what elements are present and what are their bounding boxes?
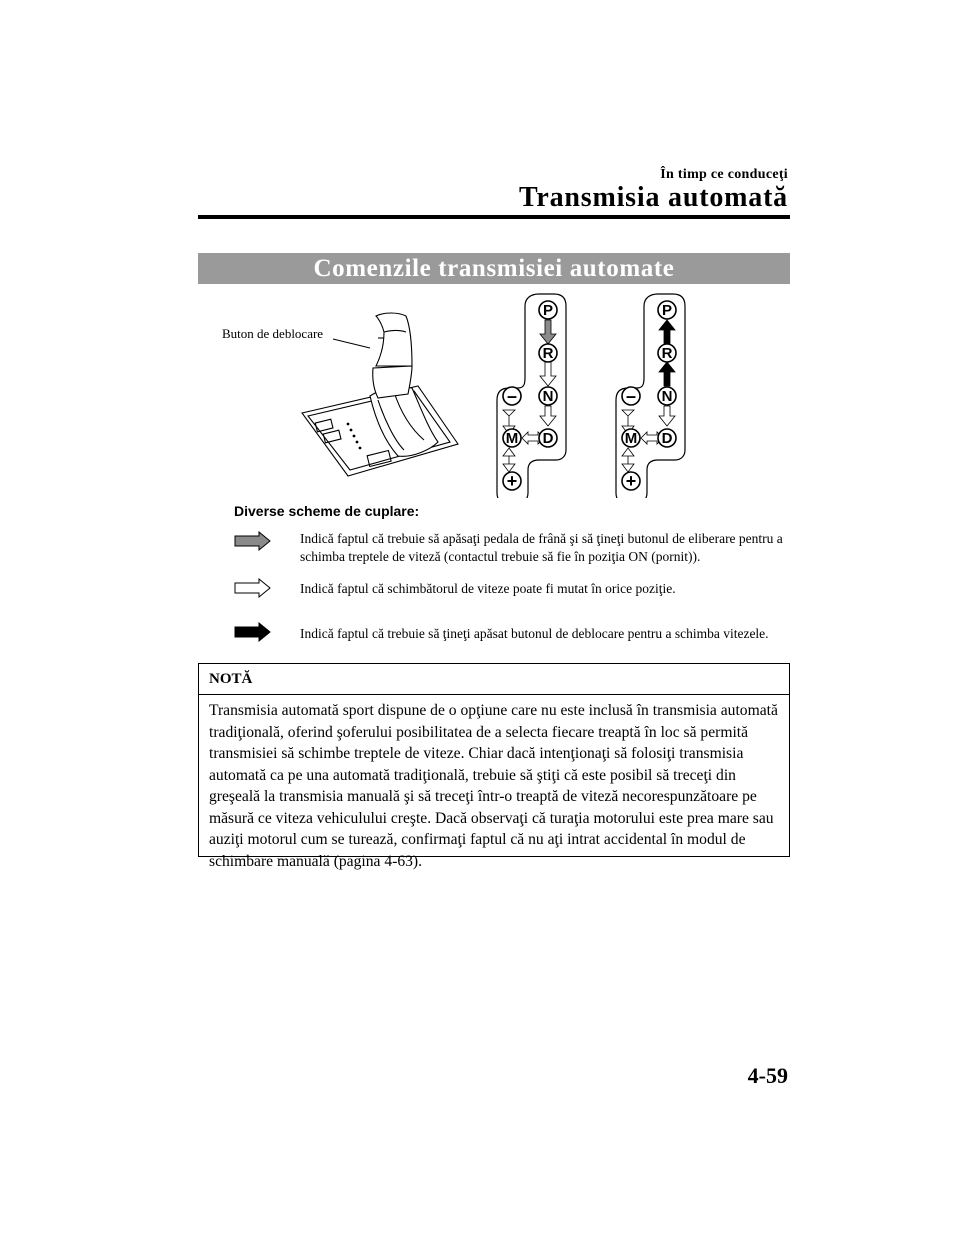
legend-text: Indică faptul că trebuie să apăsaţi pedala de frână şi să ţineţi butonul de eliberare pentru a schimba treptele de viteză (contactul trebuie să fie în poziţia ON (pornit)). xyxy=(300,531,783,564)
figure-drawing xyxy=(198,288,790,498)
release-button-callout: Buton de deblocare xyxy=(222,326,324,341)
legend-item-black xyxy=(234,622,794,644)
gear-r-label: R xyxy=(661,345,673,362)
gear-n-label: N xyxy=(542,388,554,405)
header-divider xyxy=(198,215,790,219)
note-heading: NOTĂ xyxy=(199,664,789,695)
callout-line xyxy=(333,339,370,348)
schemes-label: Diverse scheme de cuplare: xyxy=(234,503,420,519)
legend-text: Indică faptul că trebuie să ţineţi apăsat butonul de deblocare pentru a schimba vitezele. xyxy=(300,626,769,641)
note-body: Transmisia automată sport dispune de o opţiune care nu este inclusă în transmisia automată tradiţională, oferind şoferului posibilitatea de a selecta fiecare treaptă în loc să permită transmisiei să schimbe treptele de viteze. Chiar dacă intenţionaţi să folosiţi transmisia automată ca pe una automată tradiţională, trebuie să ştiţi că este posibil să treceţi din greşeală la transmisia manuală şi să treceţi într-o treaptă de viteză necorespunzătoare pe măsură ce viteza vehiculului creşte. Dacă observaţi că turaţia motorului este prea mare sau auziţi motorul cum se turează, confirmaţi faptul că nu aţi intrat accidental în modul de schimbare manuală (pagina 4-63). xyxy=(209,702,778,870)
gear-lever-illustration xyxy=(302,313,458,476)
legend-item-gray xyxy=(234,530,794,570)
gear-m-label: M xyxy=(624,430,638,447)
note-box xyxy=(198,663,790,870)
black-arrow-icon xyxy=(234,622,272,642)
legend-item-white xyxy=(234,578,794,600)
legend-text: Indică faptul că schimbătorul de viteze poate fi mutat în orice poziţie. xyxy=(300,581,676,596)
page-title: Transmisia automată xyxy=(518,182,788,213)
section-banner: Comenzile transmisiei automate xyxy=(198,253,790,284)
gear-d-label: D xyxy=(542,430,554,447)
gear-plus-label: + xyxy=(506,471,518,491)
section-header: În timp ce conduceţi xyxy=(660,167,788,182)
white-arrow-icon xyxy=(234,578,272,598)
gear-n-label: N xyxy=(661,388,673,405)
gear-minus-label: – xyxy=(625,386,637,406)
page-number: 4-59 xyxy=(747,1063,788,1088)
gear-p-label: P xyxy=(542,302,554,319)
gear-m-label: M xyxy=(505,430,519,447)
gear-p-label: P xyxy=(661,302,673,319)
gear-plus-label: + xyxy=(625,471,637,491)
gear-d-label: D xyxy=(661,430,673,447)
gear-r-label: R xyxy=(542,345,554,362)
gear-minus-label: – xyxy=(506,386,518,406)
gear-shifter-figure xyxy=(198,288,790,498)
shift-pattern-2 xyxy=(616,294,685,498)
shift-pattern-1 xyxy=(497,294,566,498)
gray-arrow-icon xyxy=(234,531,272,551)
